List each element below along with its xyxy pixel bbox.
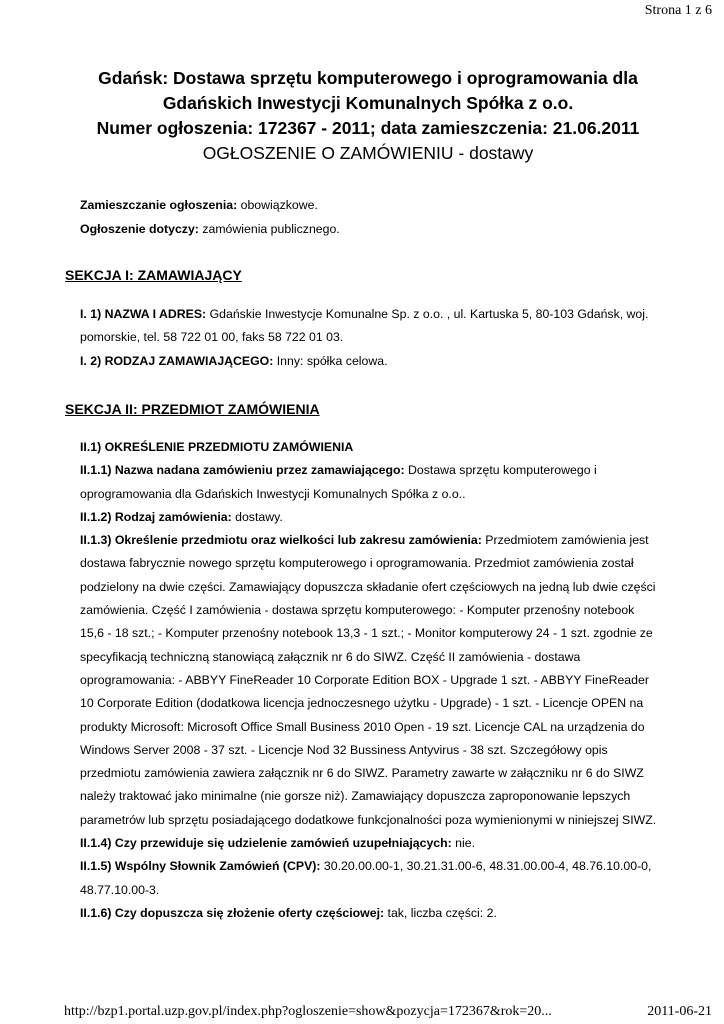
contracting-authority-type	[80, 350, 660, 373]
contract-type	[80, 506, 660, 529]
page-indicator: Strona 1 z 6	[644, 3, 712, 18]
ii13-label: II.1.3) Określenie przedmiotu oraz wielkości lub zakresu zamówienia:	[80, 533, 482, 548]
partial-offers	[80, 902, 660, 925]
ii14-value: nie.	[455, 836, 475, 851]
ii15-value: 30.20.00.00-1, 30.21.31.00-6, 48.31.00.00-4, 48.76.10.00-0, 48.77.10.00-3.	[80, 859, 652, 897]
section-1-heading: SEKCJA I: ZAMAWIAJĄCY	[65, 267, 242, 283]
i1-value: Gdańskie Inwestycje Komunalne Sp. z o.o. , ul. Kartuska 5, 80-103 Gdańsk, woj. pomorskie, tel. 58 722 01 00, faks 58 722 01 03.	[80, 307, 649, 345]
notice-subtitle: OGŁOSZENIE O ZAMÓWIENIU - dostawy	[202, 143, 534, 163]
ii1-heading-text: II.1) OKREŚLENIE PRZEDMIOTU ZAMÓWIENIA	[80, 440, 354, 454]
ii16-label: II.1.6) Czy dopuszcza się złożenie oferty częściowej:	[80, 905, 385, 920]
cpv-codes	[80, 855, 660, 902]
publication-row	[80, 193, 318, 217]
ii13-value: Przedmiotem zamówienia jest dostawa fabrycznie nowego sprzętu komputerowego i oprogramowania. Przedmiot zamówienia został podzielony na dwie części. Zamawiający dopuszcza składanie ofert częściowych na jedną lub dwie części zamówienia. Część I zamówienia - dostawa sprzętu komputerowego: - Komputer przenośny notebook 15,6 - 18 szt.; - Komputer przenośny notebook 13,3 - 1 szt.; - Monitor komputerowy 24 - 1 szt. zgodnie ze specyfikacją techniczną stanowiącą załącznik nr 6 do SIWZ. Część II zamówienia - dostawa oprogramowania: - ABBYY FineReader 10 Corporate Edition BOX - Upgrade 1 szt. - ABBYY FineReader 10 Corporate Edition (dodatkowa licencja jednoczesnego użytku - Upgrade) - 1 szt. - Licencje OPEN na produkty Microsoft: Microsoft Office Small Business 2010 Open - 19 szt. Licencje CAL na urządzenia do Windows Server 2008 - 37 szt. - Licencje Nod 32 Bussiness Antyvirus - 38 szt. Szczegółowy opis przedmiotu zamówienia zawiera załącznik nr 6 do SIWZ. Parametry zawarte w załączniku nr 6 do SIWZ należy traktować jako minimalne (nie gorsze niż). Zamawiający dopuszcza zaproponowanie lepszych parametrów lub sprzętu posiadającego dodatkowe funkcjonalności poza wymienionymi w niniejszej SIWZ.	[80, 533, 657, 827]
section-2-heading: SEKCJA II: PRZEDMIOT ZAMÓWIENIA	[65, 401, 320, 417]
concerns-row	[80, 217, 340, 241]
section-1-content	[80, 303, 660, 373]
footer-url: http://bzp1.portal.uzp.gov.pl/index.php?ogloszenie=show&pozycja=172367&rok=20...	[64, 1004, 552, 1019]
notice-title	[60, 66, 676, 166]
title-line-2: Gdańskich Inwestycji Komunalnych Spółka z o.o.	[162, 93, 574, 113]
publication-value: obowiązkowe.	[240, 198, 318, 212]
contract-name	[80, 459, 660, 506]
contracting-authority-address	[80, 303, 660, 350]
ii14-label: II.1.4) Czy przewiduje się udzielenie zamówień uzupełniających:	[80, 836, 452, 851]
ii11-label: II.1.1) Nazwa nadana zamówieniu przez zamawiającego:	[80, 463, 405, 478]
section-2-content	[80, 436, 660, 925]
supplementary-orders	[80, 832, 660, 855]
i1-label: I. 1) NAZWA I ADRES:	[80, 307, 207, 321]
concerns-label: Ogłoszenie dotyczy:	[80, 222, 199, 236]
title-line-3: Numer ogłoszenia: 172367 - 2011; data zamieszczenia: 21.06.2011	[96, 118, 640, 138]
ii12-label: II.1.2) Rodzaj zamówienia:	[80, 509, 232, 524]
footer-date: 2011-06-21	[647, 1004, 712, 1019]
ii12-value: dostawy.	[235, 509, 283, 524]
ii11-value: Dostawa sprzętu komputerowego i oprogramowania dla Gdańskich Inwestycji Komunalnych Spółka z o.o..	[80, 463, 597, 501]
concerns-value: zamówienia publicznego.	[202, 222, 340, 236]
ii16-value: tak, liczba części: 2.	[387, 905, 497, 920]
publication-label: Zamieszczanie ogłoszenia:	[80, 198, 238, 212]
contract-scope	[80, 529, 660, 832]
title-line-1: Gdańsk: Dostawa sprzętu komputerowego i oprogramowania dla	[98, 68, 638, 88]
i2-value: Inny: spółka celowa.	[276, 353, 388, 368]
ii1-heading	[80, 436, 660, 459]
i2-label: I. 2) RODZAJ ZAMAWIAJĄCEGO:	[80, 353, 274, 368]
ii15-label: II.1.5) Wspólny Słownik Zamówień (CPV):	[80, 859, 321, 874]
